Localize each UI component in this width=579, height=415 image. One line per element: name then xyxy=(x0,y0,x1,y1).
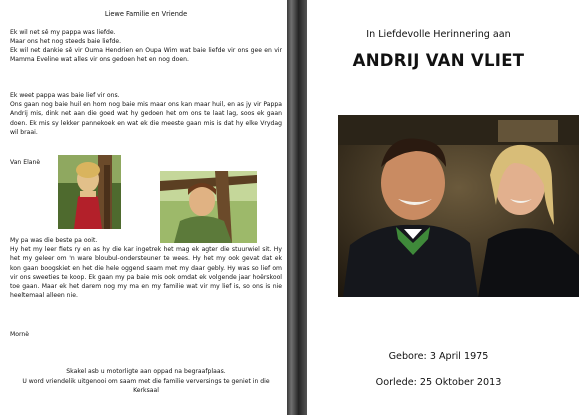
greeting: Liewe Familie en Vriende xyxy=(104,10,188,18)
memorial-heading: In Liefdevolle Herinnering aan xyxy=(366,29,511,40)
photo-girl xyxy=(58,155,121,229)
died-date: 25 Oktober 2013 xyxy=(419,377,502,388)
para3: My pa was die beste pa ooit. xyxy=(10,237,98,244)
para1-line2: Maar ons het nog steeds baie liefde. xyxy=(10,38,122,45)
died-label: Oorlede: xyxy=(375,377,417,388)
born-label: Gebore: xyxy=(388,351,427,362)
photo-girl-image xyxy=(58,155,121,229)
died-line xyxy=(298,377,579,388)
para1-line1: Ek wil net sê my pappa was liefde. xyxy=(10,29,116,36)
photo-boy xyxy=(160,171,257,243)
para1-line3: Ek wil net dankie sê vir Ouma Hendrien en Oupa Wim wat baie liefde vir ons gee en vir Mamma Eveline wat alles vir ons gedoen het en nog doen. xyxy=(10,47,282,64)
right-page xyxy=(298,0,579,415)
footer-line2: U word vriendelik uitgenooi om saam met die familie verversings te geniet in die Kerksaal xyxy=(22,378,270,395)
born-date: 3 April 1975 xyxy=(429,351,489,362)
left-page xyxy=(0,0,287,415)
photo-boy-image xyxy=(160,171,257,243)
signoff-morne: Mornè xyxy=(10,331,29,338)
para4: Hy het my leer fiets ry en as hy die kar ingetrek het mag ek agter die stuurwiel sit. Hy het my geleer om 'n ware bloubul-ondersteuner te wees. Hy het my ook gevat dat ek kon gaan boogskiet en het die hele oggend saam met my daar gebly. Hy was so lief om vir ons sweeties te koop. Ek gaan my pa baie mis ook omdat ek volgende jaar hoërskool toe gaan. Maar ek het darem nog my ma en my familie wat vir my lief is, so ons is nie heeltemaal alleen nie. xyxy=(10,246,282,300)
para2-line1: Ek weet pappa was baie lief vir ons. xyxy=(10,92,120,99)
footer-line1: Skakel asb u motorligte aan oppad na begraafplaas. xyxy=(66,368,226,375)
born-line xyxy=(298,351,579,362)
memorial-photo xyxy=(338,115,579,297)
deceased-name: ANDRIJ VAN VLIET xyxy=(352,51,525,70)
para2-line2: Ons gaan nog baie huil en hom nog baie mis maar ons kan maar huil, en as jy vir Pappa Andrij mis, dink net aan die goed wat hy gedoen het om ons te laat lag, soos ek gaan doen. Ek mis sy lekker pannekoek en wat ek die meeste gaan mis is dat hy elke Vrydag wil braai. xyxy=(10,101,282,136)
memorial-photo-image xyxy=(338,115,579,297)
page-gutter xyxy=(287,0,298,415)
signoff-elane: Van Elanè xyxy=(10,159,41,166)
